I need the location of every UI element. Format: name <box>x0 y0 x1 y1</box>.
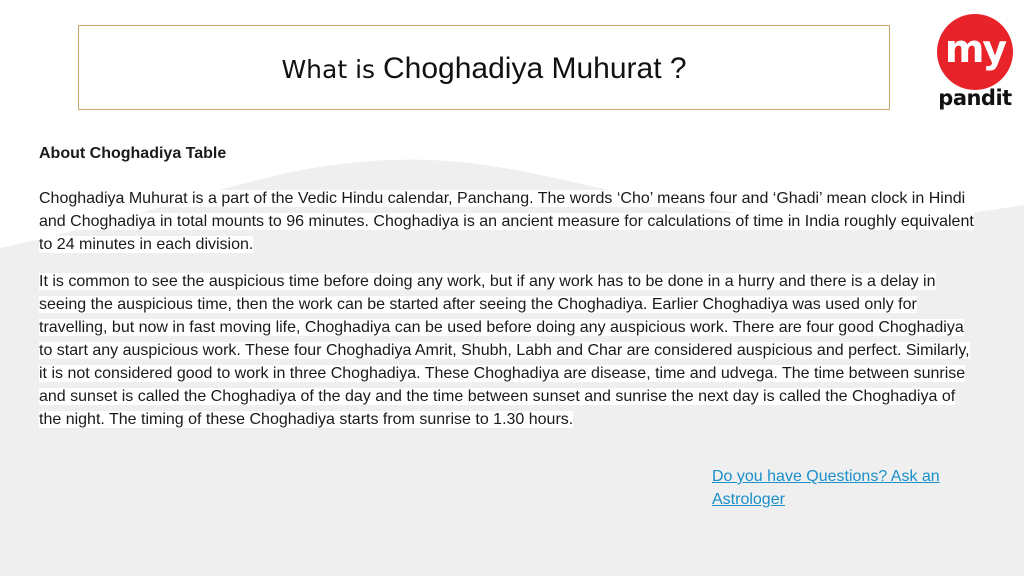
section-heading: About Choghadiya Table <box>39 145 227 162</box>
logo-my-text: my <box>944 27 1006 71</box>
logo-pandit-text: pandit <box>938 86 1012 110</box>
logo-circle <box>937 14 1013 90</box>
title-part-1: What is <box>281 55 384 84</box>
ask-astrologer-container <box>712 465 972 511</box>
content-area <box>39 142 974 445</box>
paragraph-1 <box>39 187 974 256</box>
ask-astrologer-link[interactable]: Do you have Questions? Ask an Astrologer <box>712 468 940 508</box>
paragraph-2-text: It is common to see the auspicious time before doing any work, but if any work has to be done in a hurry and there is a delay in seeing the auspicious time, then the work can be started after seeing the Choghadiya. Earlier Choghadiya was used only for travelling, but now in fast moving life, Choghadiya can be used before doing any auspicious work. There are four good Choghadiya to start any auspicious work. These four Choghadiya Amrit, Shubh, Labh and Char are considered auspicious and perfect. Similarly, it is not considered good to work in three Choghadiya. These Choghadiya are disease, time and udvega. The time between sunrise and sunset is called the Choghadiya of the day and the time between sunset and sunrise the next day is called the Choghadiya of the night. The timing of these Choghadiya starts from sunrise to 1.30 hours. <box>39 273 970 428</box>
page-title <box>281 49 686 86</box>
title-part-2: Choghadiya Muhurat ? <box>383 52 687 85</box>
mypandit-logo <box>935 14 1015 114</box>
paragraph-1-text: Choghadiya Muhurat is a part of the Vedic Hindu calendar, Panchang. The words ‘Cho’ means four and ‘Ghadi’ mean clock in Hindi and Choghadiya in total mounts to 96 minutes. Choghadiya is an ancient measure for calculations of time in India roughly equivalent to 24 minutes in each division. <box>39 190 974 253</box>
paragraph-2 <box>39 270 974 431</box>
title-box <box>78 25 890 110</box>
